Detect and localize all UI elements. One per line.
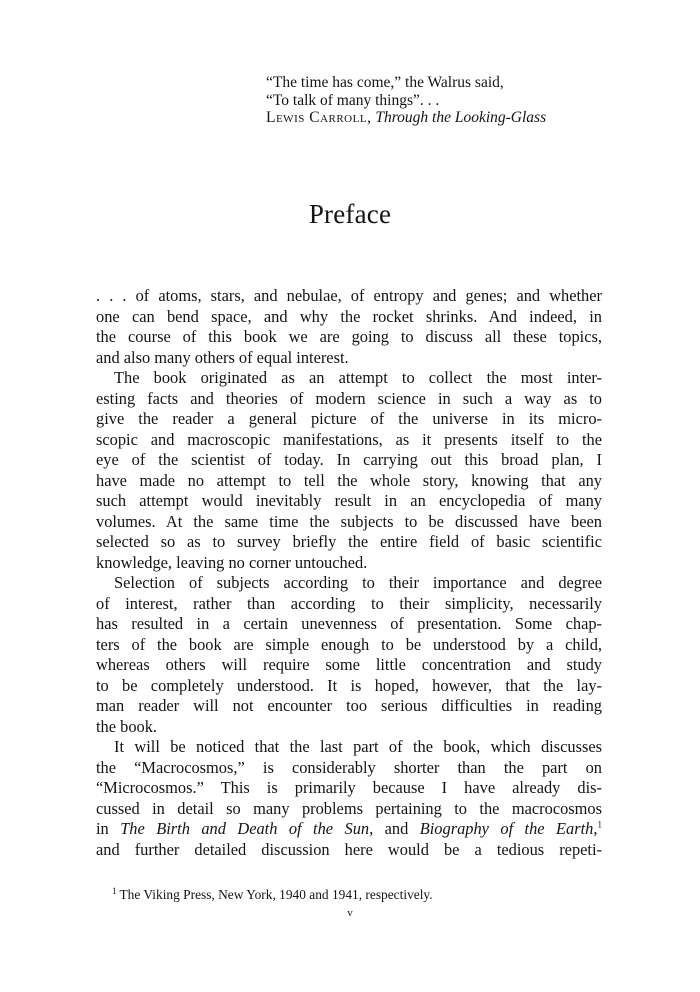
text-line: ters of the book are simple enough to be understood by a child, bbox=[96, 634, 602, 654]
page-title: Preface bbox=[308, 199, 392, 229]
text-line: the “Macrocosmos,” is considerably shorter than the part on bbox=[96, 757, 602, 777]
text-line: give the reader a general picture of the universe in its micro- bbox=[96, 409, 602, 428]
text-fragment: in bbox=[96, 819, 121, 838]
epigraph-author: Lewis Carroll, bbox=[266, 109, 372, 126]
text-line: esting facts and theories of modern science in such a way as to bbox=[96, 388, 602, 408]
text-line: cussed in detail so many problems pertaining to the macrocosmos bbox=[96, 798, 602, 818]
text-line: the book. bbox=[96, 716, 158, 736]
paragraph-2 bbox=[96, 368, 602, 573]
text-line: has resulted in a certain unevenness of presentation. Some chap- bbox=[96, 614, 602, 633]
text-line: Selection of subjects according to their importance and degree bbox=[114, 573, 602, 592]
text-line: knowledge, leaving no corner untouched. bbox=[96, 552, 368, 572]
paragraph-1 bbox=[96, 286, 602, 368]
text-line: whereas others will require some little concentration and study bbox=[96, 655, 602, 674]
text-line: and also many others of equal interest. bbox=[96, 347, 349, 367]
text-fragment: , bbox=[593, 819, 598, 838]
text-line: man reader will not encounter too serious difficulties in reading bbox=[96, 696, 602, 715]
text-line: volumes. At the same time the subjects to be discussed have been bbox=[96, 511, 602, 531]
text-line: “Microcosmos.” This is primarily because I have already dis- bbox=[96, 778, 602, 797]
page-number: v bbox=[347, 907, 353, 919]
text-line: scopic and macroscopic manifestations, as it presents itself to the bbox=[96, 429, 602, 449]
text-fragment: , and bbox=[369, 819, 420, 838]
text-line: eye of the scientist of today. In carrying out this broad plan, I bbox=[96, 450, 602, 469]
text-line: selected so as to survey briefly the entire field of basic scientific bbox=[96, 532, 602, 551]
text-line: The book originated as an attempt to collect the most inter- bbox=[114, 368, 602, 387]
text-line: . . . of atoms, stars, and nebulae, of entropy and genes; and whether bbox=[96, 286, 602, 305]
epigraph-line: “The time has come,” the Walrus said, bbox=[266, 74, 504, 91]
footnote-reference: 1 bbox=[597, 819, 602, 830]
epigraph-book-title: Through the Looking-Glass bbox=[375, 109, 547, 126]
book-title-biography-of-the-earth: Biography of the Earth bbox=[419, 819, 594, 838]
book-title-birth-and-death-of-the-sun: The Birth and Death of the Sun bbox=[120, 819, 370, 838]
footnote-text: The Viking Press, New York, 1940 and 1941, respectively. bbox=[119, 887, 433, 902]
text-line: It will be noticed that the last part of the book, which discusses bbox=[114, 737, 602, 756]
paragraph-3 bbox=[96, 573, 602, 737]
text-line: to be completely understood. It is hoped, however, that the lay- bbox=[96, 675, 602, 695]
epigraph-line: “To talk of many things”. . . bbox=[266, 91, 440, 109]
epigraph-attribution bbox=[266, 109, 546, 127]
text-line-with-book-titles bbox=[96, 819, 602, 840]
footnote bbox=[112, 886, 433, 904]
epigraph bbox=[266, 74, 546, 127]
paragraph-4 bbox=[96, 737, 602, 860]
preface-body bbox=[96, 286, 602, 860]
text-line: of interest, rather than according to their simplicity, necessarily bbox=[96, 593, 602, 613]
footnote-mark: 1 bbox=[112, 885, 117, 896]
text-line: have made no attempt to tell the whole story, knowing that any bbox=[96, 470, 602, 490]
text-line: and further detailed discussion here would be a tedious repeti- bbox=[96, 839, 602, 859]
text-line: the course of this book we are going to discuss all these topics, bbox=[96, 327, 602, 346]
text-line: one can bend space, and why the rocket shrinks. And indeed, in bbox=[96, 306, 602, 326]
text-line: such attempt would inevitably result in an encyclopedia of many bbox=[96, 491, 602, 510]
